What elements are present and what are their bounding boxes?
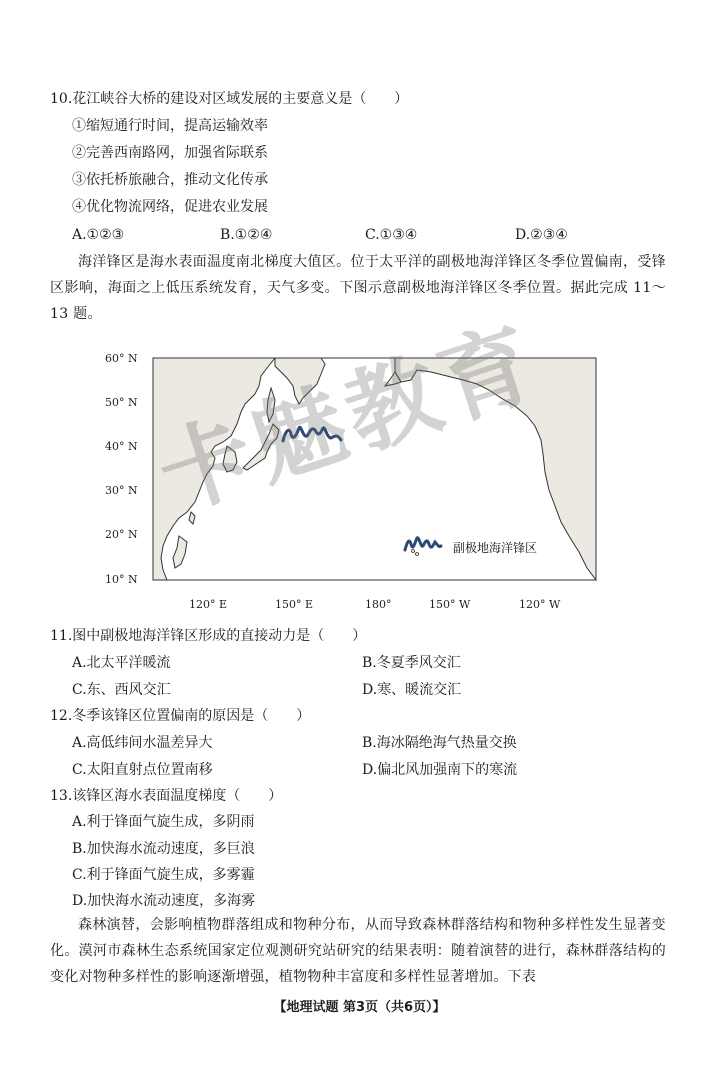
q10-stem: 10.花江峡谷大桥的建设对区域发展的主要意义是（ ）: [50, 91, 409, 107]
hawaii-island: [412, 550, 415, 553]
q13-stem: 13.该锋区海水表面温度梯度（ ）: [50, 788, 283, 804]
q10-option-a: A.①②③: [72, 227, 125, 243]
lon-label: 150° E: [275, 598, 314, 611]
q13-option-a: A.利于锋面气旋生成，多阴雨: [72, 814, 255, 830]
pacific-front-map: [95, 346, 610, 618]
q10-item: ②完善西南路网，加强省际联系: [72, 145, 268, 161]
map-svg: [95, 346, 610, 618]
lon-label: 150° W: [429, 598, 471, 611]
q12-option-a: A.高低纬间水温差异大: [72, 735, 213, 751]
q11-option-c: C.东、西风交汇: [72, 682, 171, 698]
q12-option-d: D.偏北风加强南下的寒流: [362, 762, 518, 778]
front-region-label: 副极地海洋锋区: [453, 541, 538, 555]
watermark-logo: 卡魅教育: [145, 306, 553, 531]
q11-stem: 11.图中副极地海洋锋区形成的直接动力是（ ）: [50, 628, 367, 644]
lat-label: 30° N: [105, 484, 138, 497]
q10-item: ①缩短通行时间，提高运输效率: [72, 118, 268, 134]
q13-option-c: C.利于锋面气旋生成，多雾霾: [72, 867, 255, 883]
q11-option-a: A.北太平洋暖流: [72, 655, 171, 671]
q10-item: ③依托桥旅融合，推动文化传承: [72, 172, 268, 188]
q10-option-b: B.①②④: [220, 227, 273, 243]
q11-option-d: D.寒、暖流交汇: [362, 682, 462, 698]
lon-label: 180°: [365, 598, 392, 611]
lat-label: 10° N: [105, 573, 138, 586]
q10-option-d: D.②③④: [515, 227, 568, 243]
lat-label: 50° N: [105, 396, 138, 409]
lat-label: 40° N: [105, 440, 138, 453]
q10-option-c: C.①③④: [365, 227, 418, 243]
q12-option-b: B.海冰隔绝海气热量交换: [362, 735, 517, 751]
intro-paragraph: 海洋锋区是海水表面温度南北梯度大值区。位于太平洋的副极地海洋锋区冬季位置偏南，受锋区影响，海面之上低压系统发育，天气多变。下图示意副极地海洋锋区冬季位置。据此完成 11～13 题。: [50, 254, 666, 322]
page-footer: 【地理试题 第3页（共6页）】: [273, 1000, 446, 1015]
q13-option-b: B.加快海水流动速度，多巨浪: [72, 841, 255, 857]
lon-label: 120° E: [189, 598, 228, 611]
lat-label: 20° N: [105, 528, 138, 541]
q11-option-b: B.冬夏季风交汇: [362, 655, 461, 671]
q12-stem: 12.冬季该锋区位置偏南的原因是（ ）: [50, 708, 311, 724]
lat-label: 60° N: [105, 352, 138, 365]
q10-item: ④优化物流网络，促进农业发展: [72, 199, 268, 215]
forest-paragraph: 森林演替，会影响植物群落组成和物种分布，从而导致森林群落结构和物种多样性发生显著变化。漠河市森林生态系统国家定位观测研究站研究的结果表明：随着演替的进行，森林群落结构的变化对物种多样性的影响逐渐增强，植物物种丰富度和多样性显著增加。下表: [50, 917, 666, 985]
q13-option-d: D.加快海水流动速度，多海雾: [72, 893, 256, 909]
lon-label: 120° W: [519, 598, 561, 611]
hawaii-island: [416, 553, 419, 556]
q12-option-c: C.太阳直射点位置南移: [72, 762, 213, 778]
